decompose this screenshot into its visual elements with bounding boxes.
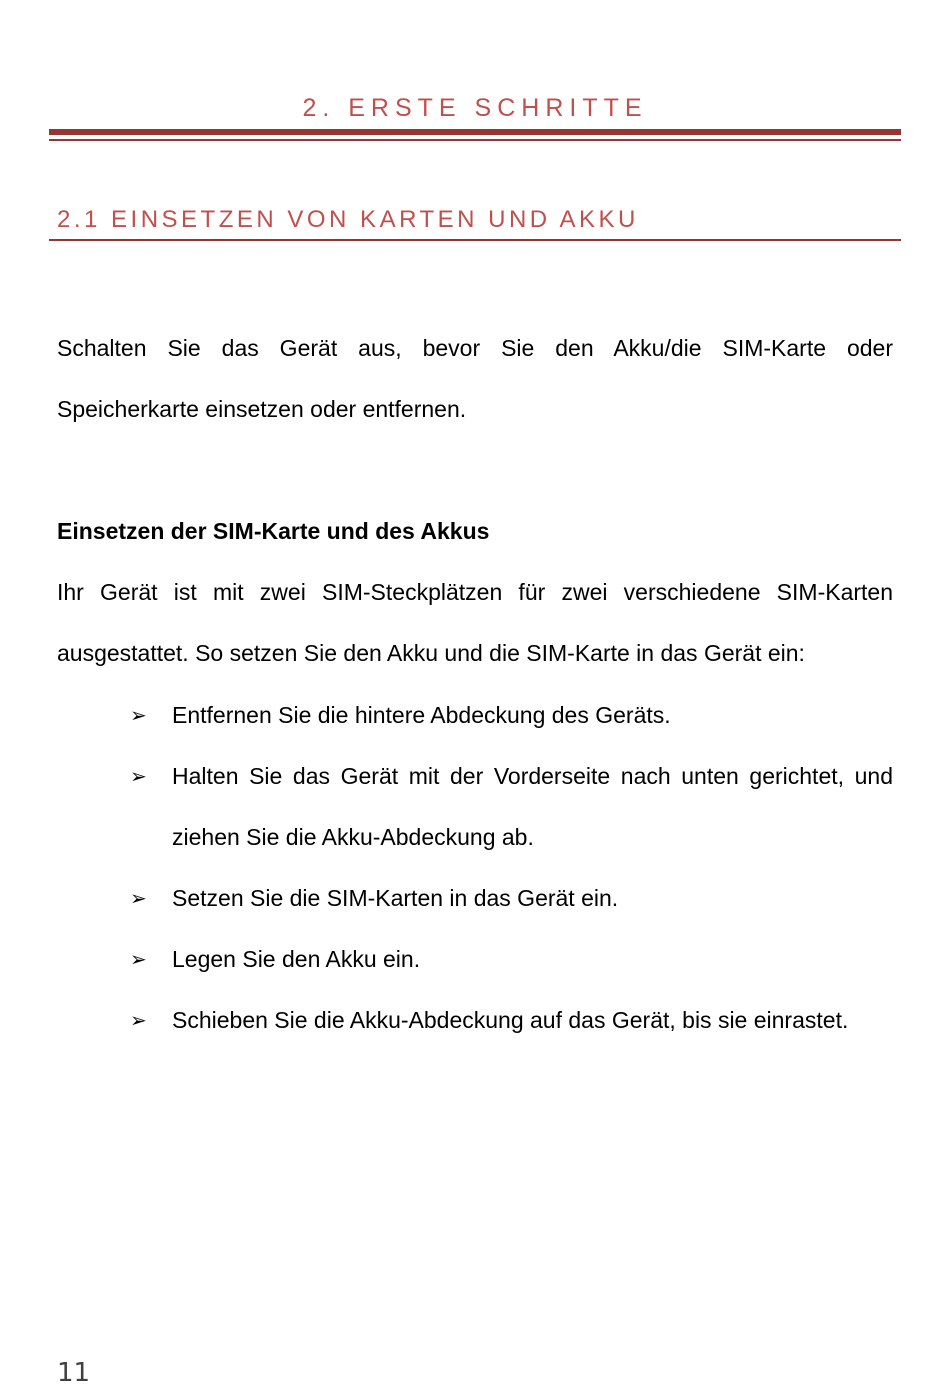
step-text: Setzen Sie die SIM-Karten in das Gerät ein.: [172, 885, 619, 911]
list-item: [130, 929, 893, 990]
chapter-title: 2. ERSTE SCHRITTE: [302, 94, 648, 122]
subsection-paragraph: Ihr Gerät ist mit zwei SIM-Steckplätzen für zwei verschiedene SIM-Karten ausgestattet. So setzen Sie den Akku und die SIM-Karte in das Gerät ein:: [57, 579, 893, 666]
step-text: Halten Sie das Gerät mit der Vorderseite nach unten gerichtet, und ziehen Sie die Akku-Abdeckung ab.: [172, 763, 893, 850]
arrow-bullet-icon: ➢: [130, 764, 147, 788]
subsection-heading: Einsetzen der SIM-Karte und des Akkus: [57, 518, 490, 544]
list-item: [130, 685, 893, 746]
list-item: [130, 868, 893, 929]
list-item: [130, 990, 893, 1051]
chapter-rule-thin: [49, 139, 901, 141]
step-text: Schieben Sie die Akku-Abdeckung auf das Gerät, bis sie einrastet.: [172, 1007, 849, 1033]
list-item: [130, 746, 893, 868]
step-text: Entfernen Sie die hintere Abdeckung des Geräts.: [172, 702, 671, 728]
arrow-bullet-icon: ➢: [130, 947, 147, 971]
intro-paragraph: Schalten Sie das Gerät aus, bevor Sie den Akku/die SIM-Karte oder Speicherkarte einsetzen oder entfernen.: [57, 335, 893, 422]
section-title: 2.1 EINSETZEN VON KARTEN UND AKKU: [57, 206, 639, 233]
arrow-bullet-icon: ➢: [130, 1008, 147, 1032]
step-text: Legen Sie den Akku ein.: [172, 946, 421, 972]
arrow-bullet-icon: ➢: [130, 703, 147, 727]
section-rule: [49, 239, 901, 241]
arrow-bullet-icon: ➢: [130, 886, 147, 910]
page-number: 11: [57, 1358, 91, 1388]
steps-list: [130, 685, 893, 1051]
chapter-rule-thick: [49, 129, 901, 135]
